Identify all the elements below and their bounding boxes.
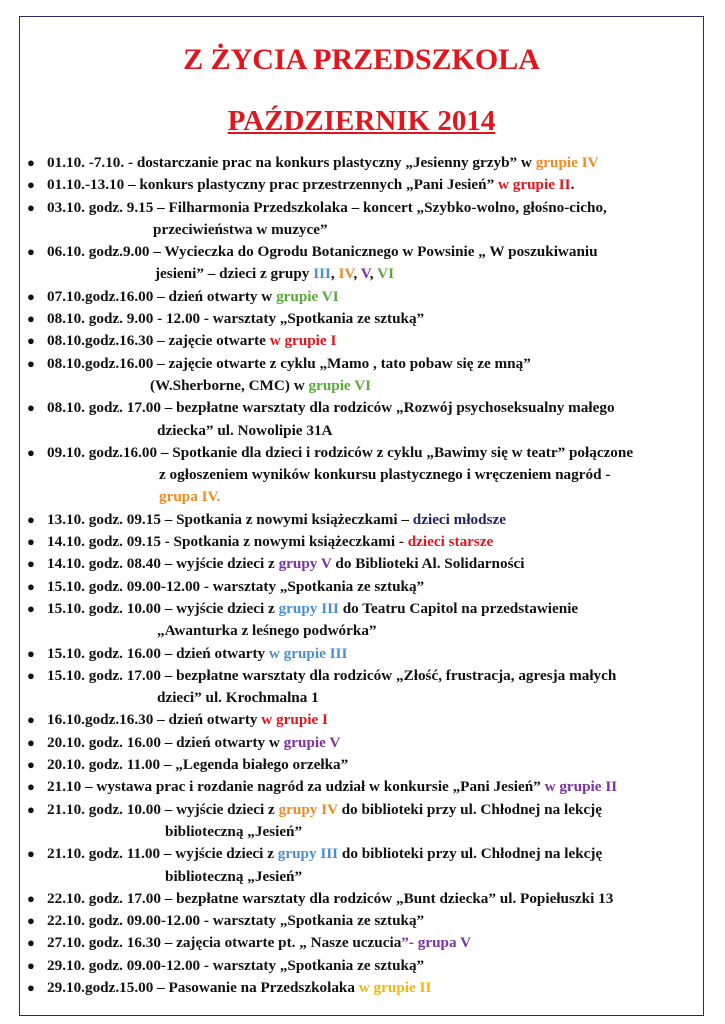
event-text: 08.10.godz.16.00 – zajęcie otwarte z cyklu „Mamo , tato pobaw się ze mną” [47,354,531,372]
event-text: do Biblioteki Al. Solidarności [331,555,525,573]
event-item [20,776,703,798]
event-text: biblioteczną „Jesień” [165,822,303,840]
event-line [47,174,695,196]
event-text: 08.10. godz. 9.00 - 12.00 - warsztaty „Spotkania ze sztuką” [47,310,425,328]
event-item [20,932,703,954]
event-item [20,665,703,710]
event-item [20,509,703,531]
event-continuation-line [47,486,695,508]
event-text: dzieci” ul. Krochmalna 1 [157,689,319,707]
event-text: 21.10. godz. 11.00 – wyjście dzieci z [47,845,278,863]
event-text: 03.10. godz. 9.15 – Filharmonia Przedszkolaka – koncert „Szybko-wolno, głośno-cicho, [47,198,607,216]
event-text: . [570,176,575,194]
event-line [47,241,695,263]
event-line [47,843,695,865]
event-text: „Awanturka z leśnego podwórka” [157,622,377,640]
group-label: w grupie II [544,778,618,796]
event-line [47,353,695,375]
event-continuation-line [47,687,695,709]
group-label: dzieci młodsze [412,510,506,528]
event-line [47,330,695,352]
event-text: dziecka” ul. Nowolipie 31A [157,421,333,439]
event-line [47,598,695,620]
group-label: ”- grupa V [401,934,472,952]
bullet-icon: ● [27,667,35,683]
bullet-icon: ● [27,556,35,572]
event-text: 15.10. godz. 17.00 – bezpłatne warsztaty dla rodziców „Złość, frustracja, agresja małych [47,666,617,684]
event-line [47,665,695,687]
bullet-icon: ● [27,979,35,995]
group-label: V [360,265,370,283]
event-line [47,754,695,776]
event-item [20,152,703,174]
event-continuation-line [47,219,695,241]
event-text: 22.10. godz. 17.00 – bezpłatne warsztaty dla rodziców „Bunt dziecka” ul. Popiełuszki 13 [47,889,614,907]
bullet-icon: ● [27,444,35,460]
group-label: w grupie III [268,644,348,662]
event-item [20,174,703,196]
event-text: 14.10. godz. 08.40 – wyjście dzieci z [47,555,279,573]
event-line [47,977,695,999]
event-list [20,152,703,999]
event-line [47,509,695,531]
event-line [47,799,695,821]
event-continuation-line [47,821,695,843]
bullet-icon: ● [27,333,35,349]
event-text: przeciwieństwa w muzyce” [153,220,328,238]
event-text: 15.10. godz. 10.00 – wyjście dzieci z [47,599,279,617]
event-line [47,732,695,754]
event-continuation-line [47,866,695,888]
event-text: 08.10.godz.16.30 – zajęcie otwarte [47,332,270,350]
event-text: do biblioteki przy ul. Chłodnej na lekcję [337,800,602,818]
bullet-icon: ● [27,400,35,416]
group-label: dzieci starsze [407,533,494,551]
event-text: 21.10. godz. 10.00 – wyjście dzieci z [47,800,279,818]
group-label: grupie V [283,733,341,751]
group-label: grupy IV [278,800,338,818]
event-continuation-line [47,375,695,397]
page-subtitle: PAŹDZIERNIK 2014 [227,105,496,137]
event-continuation-line [47,263,695,285]
event-line [47,442,695,464]
event-item [20,643,703,665]
bullet-icon: ● [27,311,35,327]
group-label: III [313,265,331,283]
bullet-icon: ● [27,712,35,728]
event-text: do Teatru Capitol na przedstawienie [338,599,579,617]
event-continuation-line [47,420,695,442]
bullet-icon: ● [27,199,35,215]
bullet-icon: ● [27,534,35,550]
event-item [20,843,703,888]
event-text: 14.10. godz. 09.15 - Spotkania z nowymi książeczkami - [47,533,408,551]
bullet-icon: ● [27,801,35,817]
bullet-icon: ● [27,511,35,527]
event-continuation-line [47,620,695,642]
event-line [47,286,695,308]
event-line [47,553,695,575]
event-text: 01.10.-13.10 – konkurs plastyczny prac przestrzennych „Pani Jesień” [47,176,498,194]
event-line [47,776,695,798]
group-label: grupy V [278,555,332,573]
bullet-icon: ● [27,757,35,773]
event-line [47,531,695,553]
bullet-icon: ● [27,600,35,616]
event-line [47,932,695,954]
bullet-icon: ● [27,645,35,661]
event-text: 09.10. godz.16.00 – Spotkanie dla dzieci i rodziców z cyklu „Bawimy się w teatr” połączone [47,443,634,461]
event-line [47,643,695,665]
group-label: w grupie II [497,176,571,194]
event-text: biblioteczną „Jesień” [165,867,303,885]
bullet-icon: ● [27,288,35,304]
event-text: 20.10. godz. 16.00 – dzień otwarty w [47,733,284,751]
event-text: 29.10.godz.15.00 – Pasowanie na Przedszkolaka [47,978,359,996]
event-text: do biblioteki przy ul. Chłodnej na lekcję [338,845,603,863]
event-text: 21.10 – wystawa prac i rozdanie nagród za udział w konkursie „Pani Jesień” [47,778,545,796]
event-text: 16.10.godz.16.30 – dzień otwarty [47,711,262,729]
event-text: 13.10. godz. 09.15 – Spotkania z nowymi książeczkami – [47,510,413,528]
event-text: 08.10. godz. 17.00 – bezpłatne warsztaty dla rodziców „Rozwój psychoseksualny małego [47,399,615,417]
bullet-icon: ● [27,779,35,795]
event-line [47,709,695,731]
event-text: 20.10. godz. 11.00 – „Legenda białego orzełka” [47,756,349,774]
event-item [20,955,703,977]
bullet-icon: ● [27,890,35,906]
event-item [20,910,703,932]
event-item [20,709,703,731]
event-text: 27.10. godz. 16.30 – zajęcia otwarte pt. „ Nasze uczucia [47,934,402,952]
group-label: grupie VI [308,376,372,394]
group-label: w grupie II [358,978,432,996]
event-text: (W.Sherborne, CMC) w [150,376,309,394]
event-text: 15.10. godz. 09.00-12.00 - warsztaty „Spotkania ze sztuką” [47,577,425,595]
event-item [20,977,703,999]
event-text: , [369,265,378,283]
event-line [47,197,695,219]
bullet-icon: ● [27,957,35,973]
event-item [20,576,703,598]
bullet-icon: ● [27,846,35,862]
event-text: 01.10. -7.10. - dostarczanie prac na konkurs plastyczny „Jesienny grzyb” w [47,154,536,171]
event-text: jesieni” – dzieci z grupy [155,265,314,283]
event-text: 15.10. godz. 16.00 – dzień otwarty [47,644,269,662]
event-item [20,754,703,776]
event-item [20,308,703,330]
group-label: w grupie I [261,711,328,729]
group-label: w grupie I [269,332,337,350]
event-item [20,732,703,754]
group-label: grupy III [277,845,339,863]
event-text: 29.10. godz. 09.00-12.00 - warsztaty „Spotkania ze sztuką” [47,956,425,974]
event-item [20,397,703,442]
page-title: Z ŻYCIA PRZEDSZKOLA [183,43,540,76]
bullet-icon: ● [27,578,35,594]
bullet-icon: ● [27,244,35,260]
event-text: 06.10. godz.9.00 – Wycieczka do Ogrodu Botanicznego w Powsinie „ W poszukiwaniu [47,243,598,261]
event-item [20,353,703,398]
event-item [20,799,703,844]
bullet-icon: ● [27,155,35,170]
group-label: grupie VI [276,287,339,305]
event-text: , [330,265,339,283]
event-text: 22.10. godz. 09.00-12.00 - warsztaty „Spotkania ze sztuką” [47,912,425,930]
bullet-icon: ● [27,355,35,371]
group-label: grupa IV. [159,488,221,506]
event-item [20,286,703,308]
group-label: grupie IV [535,154,599,171]
group-label: VI [377,265,394,283]
event-continuation-line [47,464,695,486]
event-line [47,308,695,330]
bullet-icon: ● [27,935,35,951]
event-line [47,152,695,174]
event-text: , [353,265,361,283]
event-line [47,910,695,932]
event-item [20,553,703,575]
bullet-icon: ● [27,913,35,929]
event-item [20,598,703,643]
event-line [47,397,695,419]
event-text: z ogłoszeniem wyników konkursu plastycznego i wręczeniem nagród - [159,466,611,484]
event-line [47,955,695,977]
event-item [20,531,703,553]
event-line [47,576,695,598]
bullet-icon: ● [27,734,35,750]
event-item [20,888,703,910]
event-item [20,442,703,509]
event-item [20,241,703,286]
event-text: 07.10.godz.16.00 – dzień otwarty w [47,287,277,305]
page-frame [19,16,704,1016]
bullet-icon: ● [27,177,35,193]
event-item [20,330,703,352]
group-label: grupy III [278,599,339,617]
group-label: IV [338,265,354,283]
event-line [47,888,695,910]
event-item [20,197,703,242]
